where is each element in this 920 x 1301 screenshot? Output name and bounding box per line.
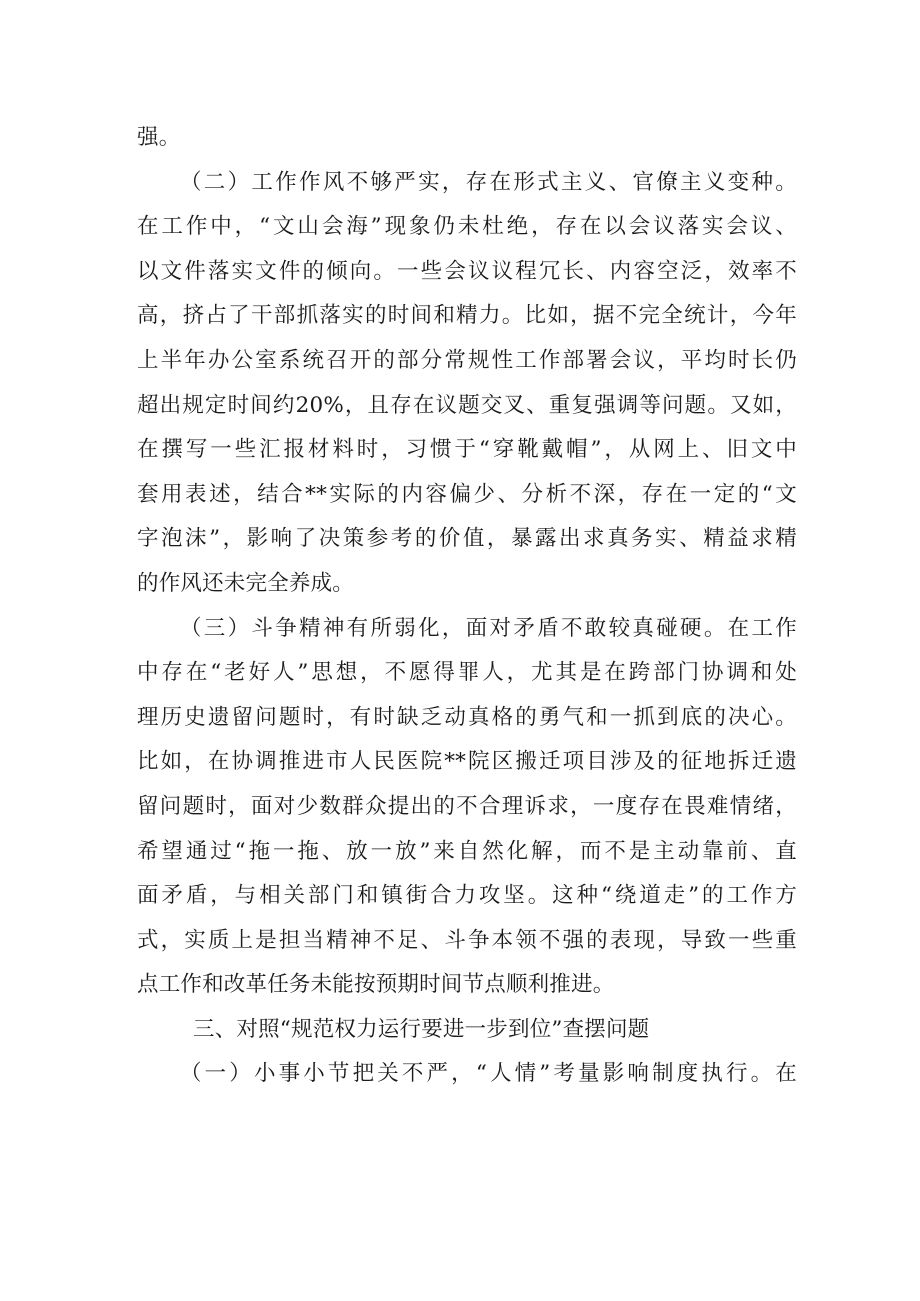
text-line: 高，挤占了干部抓落实的时间和精力。比如，据不完全统计，今年 — [137, 303, 797, 329]
text-line: 以文件落实文件的倾向。一些会议议程冗长、内容空泛，效率不 — [137, 258, 797, 284]
subsection-heading-2: （二）工作作风不够严实，存在形式主义、官僚主义变种。 — [180, 169, 797, 195]
text-line: 比如，在协调推进市人民医院**院区搬迁项目涉及的征地拆迁遗 — [137, 749, 797, 775]
document-body — [137, 116, 797, 1097]
text-line: 点工作和改革任务未能按预期时间节点顺利推进。 — [137, 972, 615, 998]
text-line: 留问题时，面对少数群众提出的不合理诉求，一度存在畏难情绪， — [137, 793, 797, 819]
subsection-heading-3: （三）斗争精神有所弱化，面对矛盾不敢较真碰硬。在工作 — [180, 615, 797, 641]
text-line: 中存在“老好人”思想，不愿得罪人，尤其是在跨部门协调和处 — [137, 660, 797, 686]
text-line: 理历史遗留问题时，有时缺乏动真格的勇气和一抓到底的决心。 — [137, 704, 797, 730]
text-line: 上半年办公室系统召开的部分常规性工作部署会议，平均时长仍 — [137, 347, 797, 373]
section-heading-3: 三、对照“规范权力运行要进一步到位”查摆问题 — [193, 1016, 650, 1042]
text-line: 超出规定时间约20%，且存在议题交叉、重复强调等问题。又如， — [137, 392, 797, 418]
text-line: 面矛盾，与相关部门和镇街合力攻坚。这种“绕道走”的工作方 — [137, 883, 797, 909]
subsection-heading-1: （一）小事小节把关不严，“人情”考量影响制度执行。在 — [180, 1061, 797, 1087]
text-line: 在工作中，“文山会海”现象仍未杜绝，存在以会议落实会议、 — [137, 214, 797, 240]
text-line: 希望通过“拖一拖、放一放”来自然化解，而不是主动靠前、直 — [137, 838, 797, 864]
text-line: 字泡沫”，影响了决策参考的价值，暴露出求真务实、精益求精 — [137, 526, 797, 552]
text-line: 套用表述，结合**实际的内容偏少、分析不深，存在一定的“文 — [137, 481, 797, 507]
text-line: 强。 — [137, 125, 181, 150]
text-line: 在撰写一些汇报材料时，习惯于“穿靴戴帽”，从网上、旧文中 — [137, 437, 797, 463]
text-line: 式，实质上是担当精神不足、斗争本领不强的表现，导致一些重 — [137, 927, 797, 953]
text-line: 的作风还未完全养成。 — [137, 570, 355, 596]
